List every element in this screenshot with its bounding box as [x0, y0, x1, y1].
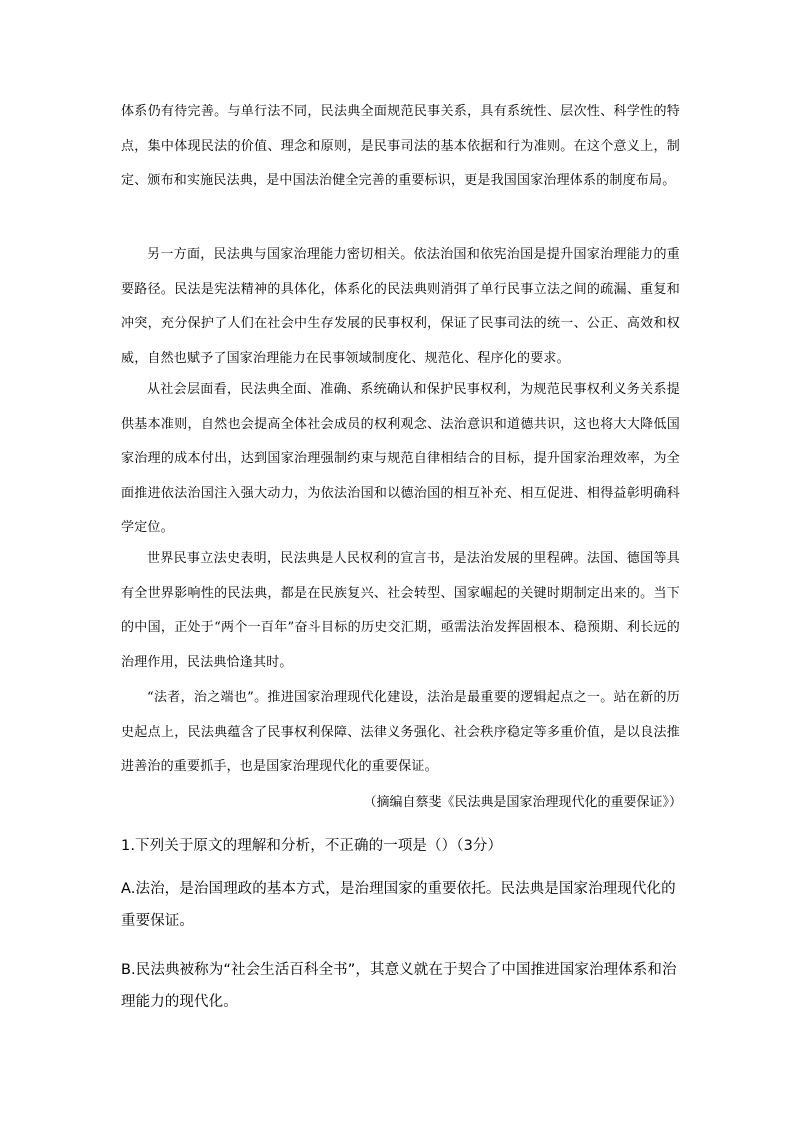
question-1-stem: 1.下列关于原文的理解和分析，不正确的一项是（）（3分） [121, 838, 503, 854]
question-1-option-a: A.法治，是治国理政的基本方式，是治理国家的重要依托。民法典是国家治理现代化的重要保证。 [121, 881, 676, 929]
question-1-option-b: B.民法典被称为“社会生活百科全书”，其意义就在于契合了中国推进国家治理体系和治理能力的现代化。 [121, 962, 677, 1010]
passage-paragraph-4: 世界民事立法史表明，民法典是人民权利的宣言书，是法治发展的里程碑。法国、德国等具有全世界影响性的民法典，都是在民族复兴、社会转型、国家崛起的关键时期制定出来的。当下的中国，正处于“两个一百年”奋斗目标的历史交汇期，亟需法治发挥固根本、稳预期、利长远的治理作用，民法典恰逢其时。 [121, 551, 680, 670]
passage-paragraph-1: 体系仍有待完善。与单行法不同，民法典全面规范民事关系，具有系统性、层次性、科学性的特点，集中体现民法的价值、理念和原则，是民事司法的基本依据和行为准则。在这个意义上，制定、颁布和实施民法典，是中国法治健全完善的重要标识，更是我国国家治理体系的制度布局。 [121, 104, 680, 188]
passage-paragraph-3: 从社会层面看，民法典全面、准确、系统确认和保护民事权利，为规范民事权利义务关系提供基本准则，自然也会提高全体社会成员的权利观念、法治意识和道德共识，这也将大大降低国家治理的成本付出，达到国家治理强制约束与规范自律相结合的目标，提升国家治理效率，为全面推进依法治国注入强大动力，为依法治国和以德治国的相互补充、相互促进、相得益彰明确科学定位。 [121, 382, 680, 535]
passage-source-citation: （摘编自蔡斐《民法典是国家治理现代化的重要保证》） [363, 795, 682, 810]
passage-paragraph-5: “法者，治之端也”。推进国家治理现代化建设，法治是最重要的逻辑起点之一。站在新的历史起点上，民法典蕴含了民事权利保障、法律义务强化、社会秩序稳定等多重价值，是以良法推进善治的重要抓手，也是国家治理现代化的重要保证。 [121, 690, 680, 774]
passage-paragraph-2: 另一方面，民法典与国家治理能力密切相关。依法治国和依宪治国是提升国家治理能力的重要路径。民法是宪法精神的具体化，体系化的民法典则消弭了单行民事立法之间的疏漏、重复和冲突，充分保护了人们在社会中生存发展的民事权利，保证了民事司法的统一、公正、高效和权威，自然也赋予了国家治理能力在民事领域制度化、规范化、程序化的要求。 [121, 247, 680, 366]
